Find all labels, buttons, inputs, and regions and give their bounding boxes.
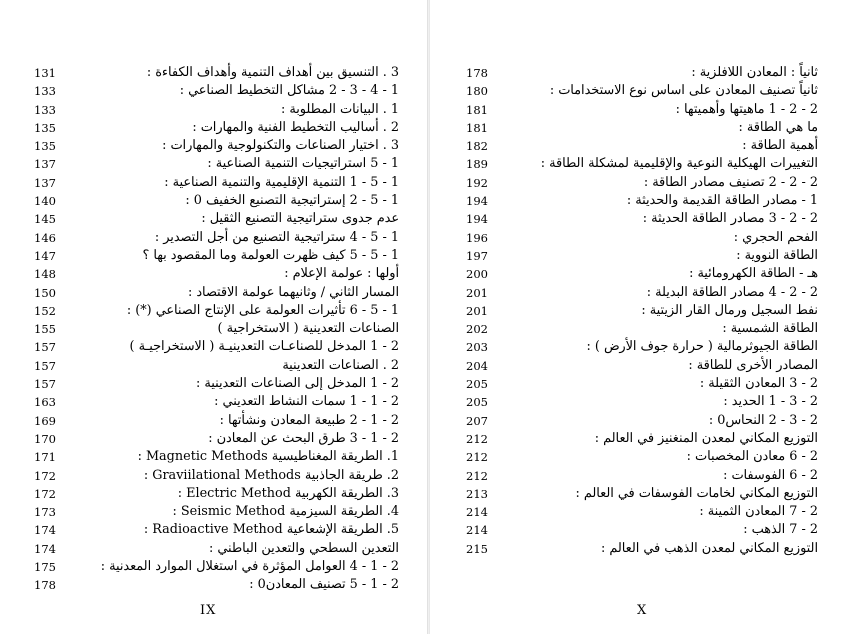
toc-entry bbox=[34, 119, 399, 137]
toc-entry-title: 2 - 1 - 4 العوامل المؤثرة في استغلال الموارد المعدنية : bbox=[100, 559, 399, 575]
toc-page-number: 169 bbox=[34, 413, 56, 428]
toc-page-number: 196 bbox=[466, 230, 488, 245]
toc-page-number: 194 bbox=[466, 194, 488, 209]
toc-page-number: 157 bbox=[34, 340, 56, 355]
toc-page-number: 205 bbox=[466, 377, 488, 392]
toc-entry bbox=[466, 357, 818, 375]
toc-entry-title: التوزيع المكاني لمعدن المنغنيز في العالم : bbox=[594, 430, 818, 446]
toc-entry-title: أهمية الطاقة : bbox=[742, 138, 818, 154]
toc-entry bbox=[466, 155, 818, 173]
toc-page-number: 213 bbox=[466, 486, 488, 501]
toc-entry bbox=[466, 540, 818, 558]
toc-page-number: 214 bbox=[466, 523, 488, 538]
toc-entry bbox=[466, 265, 818, 283]
toc-entry-title: 1 - مصادر الطاقة القديمة والحديثة : bbox=[626, 193, 818, 209]
toc-entry-title: 2 - 6 معادن المخصبات : bbox=[686, 449, 818, 465]
toc-entry-title: 2 - 1 - 3 طرق البحث عن المعادن : bbox=[208, 430, 399, 446]
toc-entry-title: 2 - 2 - 1 ماهيتها وأهميتها : bbox=[675, 101, 818, 117]
toc-entry bbox=[34, 229, 399, 247]
toc-entry bbox=[34, 467, 399, 485]
toc-entry-title: ثانياً : المعادن اللافلزية : bbox=[691, 65, 818, 80]
toc-entry-title: التوزيع المكاني لمعدن الذهب في العالم : bbox=[600, 540, 818, 556]
toc-entry-title: 2 - 2 - 4 مصادر الطاقة البديلة : bbox=[646, 284, 818, 300]
toc-page-number: 163 bbox=[34, 395, 56, 410]
toc-page-number: 197 bbox=[466, 248, 488, 263]
toc-entry bbox=[466, 430, 818, 448]
right-page-folio: X bbox=[637, 603, 648, 618]
toc-entry-title: هـ - الطاقة الكهرومائية : bbox=[689, 266, 818, 282]
toc-entry bbox=[466, 174, 818, 192]
toc-page-number: 133 bbox=[34, 84, 56, 99]
toc-page-number: 140 bbox=[34, 194, 56, 209]
toc-page-number: 203 bbox=[466, 340, 488, 355]
toc-entry bbox=[466, 284, 818, 302]
toc-entry-title: الفحم الحجري : bbox=[733, 229, 818, 245]
toc-entry bbox=[34, 210, 399, 228]
toc-entry-title: 1 - 5 - 6 تأثيرات العولمة على الإنتاج الصناعي (*) : bbox=[126, 302, 399, 318]
toc-entry bbox=[34, 412, 399, 430]
toc-entry bbox=[466, 503, 818, 521]
right-toc-list bbox=[466, 64, 818, 558]
toc-entry-title: 2 - 1 المدخل للصناعـات التعدينيـة ( الاستخراجيـة ) bbox=[129, 339, 399, 355]
toc-entry-title: 3 . اختيار الصناعات والتكنولوجية والمهارات : bbox=[162, 138, 399, 154]
toc-entry-title: 2 - 7 الذهب : bbox=[743, 522, 818, 538]
toc-page-number: 150 bbox=[34, 285, 56, 300]
toc-entry bbox=[466, 82, 818, 100]
toc-entry-title: 5. الطريقة الإشعاعية Radioactive Method : bbox=[143, 522, 399, 538]
toc-entry-title: 1 - 5 - 2 إستراتيجية التصنيع الخفيف 0 : bbox=[185, 193, 399, 209]
toc-entry bbox=[466, 320, 818, 338]
toc-entry bbox=[34, 101, 399, 119]
toc-entry-title: 2. طريقة الجاذبية Graviilational Methods : bbox=[143, 467, 399, 483]
toc-entry-title: 2 - 3 - 2 النحاس0 : bbox=[708, 412, 818, 428]
toc-page-number: 137 bbox=[34, 157, 56, 172]
toc-page-number: 201 bbox=[466, 303, 488, 318]
toc-entry bbox=[34, 357, 399, 375]
toc-page-number: 174 bbox=[34, 523, 56, 538]
toc-entry-title: نفط السجيل ورمال القار الزيتية : bbox=[641, 302, 818, 318]
toc-page-number: 178 bbox=[34, 578, 56, 593]
toc-entry-title: 2 - 6 الفوسفات : bbox=[723, 467, 818, 483]
toc-entry bbox=[466, 485, 818, 503]
toc-entry bbox=[34, 338, 399, 356]
toc-entry bbox=[34, 265, 399, 283]
toc-page-number: 152 bbox=[34, 303, 56, 318]
toc-entry-title: الصناعات التعدينية ( الاستخراجية ) bbox=[217, 321, 399, 337]
toc-entry-title: 1 - 5 - 4 ستراتيجية التصنيع من أجل التصدير : bbox=[154, 229, 399, 245]
toc-page-number: 212 bbox=[466, 468, 488, 483]
toc-entry-title: 2 - 3 - 1 الحديد : bbox=[723, 394, 818, 410]
toc-entry bbox=[34, 320, 399, 338]
toc-page-number: 192 bbox=[466, 175, 488, 190]
toc-entry-title: 1 - 5 استراتيجيات التنمية الصناعية : bbox=[207, 156, 399, 172]
toc-entry-title: الطاقة النووية : bbox=[736, 247, 818, 263]
toc-entry-title: 2 - 1 المدخل إلى الصناعات التعدينية : bbox=[196, 376, 399, 392]
toc-page-number: 157 bbox=[34, 358, 56, 373]
toc-page-number: 174 bbox=[34, 541, 56, 556]
toc-page-number: 182 bbox=[466, 139, 488, 154]
toc-entry bbox=[34, 174, 399, 192]
toc-entry bbox=[34, 192, 399, 210]
left-page bbox=[0, 0, 427, 634]
toc-page-number: 157 bbox=[34, 377, 56, 392]
toc-entry-title: 2 . الصناعات التعدينية bbox=[282, 357, 399, 373]
toc-entry-title: 2 - 1 - 2 طبيعة المعادن ونشأتها : bbox=[219, 412, 399, 428]
toc-entry bbox=[466, 375, 818, 393]
toc-entry-title: 2 - 2 - 2 تصنيف مصادر الطاقة : bbox=[643, 174, 818, 190]
toc-entry bbox=[34, 393, 399, 411]
toc-entry bbox=[466, 412, 818, 430]
toc-entry-title: 2 - 3 المعادن الثقيلة : bbox=[699, 376, 818, 392]
toc-entry bbox=[466, 210, 818, 228]
toc-entry-title: ثانياً تصنيف المعادن على اساس نوع الاستخدامات : bbox=[549, 83, 818, 99]
toc-entry bbox=[34, 155, 399, 173]
toc-entry bbox=[34, 284, 399, 302]
toc-page-number: 202 bbox=[466, 322, 488, 337]
toc-page-number: 215 bbox=[466, 541, 488, 556]
toc-page-number: 147 bbox=[34, 248, 56, 263]
toc-entry bbox=[34, 558, 399, 576]
toc-entry bbox=[466, 101, 818, 119]
toc-entry bbox=[466, 247, 818, 265]
toc-page-number: 180 bbox=[466, 84, 488, 99]
toc-entry bbox=[466, 302, 818, 320]
toc-page-number: 135 bbox=[34, 139, 56, 154]
toc-entry bbox=[34, 503, 399, 521]
toc-entry bbox=[466, 192, 818, 210]
toc-page-number: 178 bbox=[466, 66, 488, 80]
toc-entry-title: المسار الثاني / وثانيهما عولمة الاقتصاد : bbox=[187, 284, 399, 300]
toc-entry bbox=[34, 82, 399, 100]
toc-entry-title: 1 - 5 - 5 كيف ظهرت العولمة وما المقصود بها ؟ bbox=[142, 247, 399, 263]
toc-entry bbox=[34, 302, 399, 320]
toc-entry bbox=[34, 137, 399, 155]
toc-entry-title: المصادر الأخرى للطاقة : bbox=[688, 357, 818, 373]
toc-entry bbox=[466, 448, 818, 466]
toc-entry bbox=[34, 64, 399, 82]
toc-page-number: 172 bbox=[34, 468, 56, 483]
toc-page-number: 181 bbox=[466, 102, 488, 117]
toc-entry bbox=[34, 430, 399, 448]
toc-entry-title: التعدين السطحي والتعدين الباطني : bbox=[208, 540, 399, 556]
toc-page-number: 175 bbox=[34, 560, 56, 575]
toc-entry-title: 2 - 1 - 1 سمات النشاط التعديني : bbox=[214, 394, 399, 410]
toc-entry-title: أولها : عولمة الإعلام : bbox=[284, 266, 399, 282]
toc-page-number: 207 bbox=[466, 413, 488, 428]
toc-page-number: 170 bbox=[34, 431, 56, 446]
toc-entry-title: 1 - 4 - 3 - 2 مشاكل التخطيط الصناعي : bbox=[179, 83, 399, 99]
toc-page-number: 148 bbox=[34, 267, 56, 282]
toc-page-number: 194 bbox=[466, 212, 488, 227]
toc-page-number: 131 bbox=[34, 66, 56, 80]
toc-entry-title: التغييرات الهيكلية النوعية والإقليمية لمشكلة الطاقة : bbox=[540, 156, 818, 172]
toc-entry-title: الطاقة الجيوثرمالية ( حرارة جوف الأرض ) : bbox=[586, 339, 818, 355]
toc-entry-title: التوزيع المكاني لخامات الفوسفات في العالم : bbox=[575, 485, 818, 501]
toc-page-number: 135 bbox=[34, 120, 56, 135]
toc-entry-title: 1 - 5 - 1 التنمية الإقليمية والتنمية الصناعية : bbox=[164, 174, 399, 190]
toc-entry bbox=[466, 137, 818, 155]
toc-entry bbox=[34, 448, 399, 466]
toc-page-number: 205 bbox=[466, 395, 488, 410]
toc-entry bbox=[34, 485, 399, 503]
toc-page-number: 214 bbox=[466, 505, 488, 520]
left-page-folio: IX bbox=[200, 603, 217, 618]
toc-entry bbox=[34, 375, 399, 393]
toc-entry-title: 2 - 7 المعادن الثمينة : bbox=[699, 504, 818, 520]
toc-entry bbox=[466, 393, 818, 411]
toc-entry-title: 2 - 1 - 5 تصنيف المعادن0 : bbox=[249, 577, 399, 593]
toc-entry bbox=[466, 229, 818, 247]
toc-entry-title: 1. الطريقة المغناطيسية Magnetic Methods : bbox=[137, 449, 399, 465]
toc-entry-title: ما هي الطاقة : bbox=[738, 119, 818, 135]
toc-entry bbox=[466, 338, 818, 356]
toc-page-number: 146 bbox=[34, 230, 56, 245]
toc-page-number: 189 bbox=[466, 157, 488, 172]
toc-entry-title: 3 . التنسيق بين أهداف التنمية وأهداف الكفاءة : bbox=[146, 65, 399, 80]
toc-entry bbox=[34, 540, 399, 558]
right-page bbox=[430, 0, 856, 634]
toc-entry-title: 2 - 2 - 3 مصادر الطاقة الحديثة : bbox=[642, 211, 818, 227]
toc-page-number: 181 bbox=[466, 120, 488, 135]
left-toc-list bbox=[34, 64, 399, 595]
toc-entry bbox=[466, 119, 818, 137]
toc-page-number: 173 bbox=[34, 505, 56, 520]
toc-entry-title: عدم جدوى ستراتيجية التصنيع الثقيل : bbox=[201, 211, 399, 227]
toc-entry bbox=[466, 467, 818, 485]
toc-entry bbox=[34, 576, 399, 594]
toc-page-number: 204 bbox=[466, 358, 488, 373]
toc-page-number: 212 bbox=[466, 431, 488, 446]
toc-page-number: 171 bbox=[34, 450, 56, 465]
toc-entry bbox=[34, 247, 399, 265]
toc-entry-title: 4. الطريقة السيزمية Seismic Method : bbox=[172, 504, 399, 520]
toc-entry bbox=[466, 64, 818, 82]
toc-page-number: 137 bbox=[34, 175, 56, 190]
toc-page-number: 133 bbox=[34, 102, 56, 117]
toc-page-number: 201 bbox=[466, 285, 488, 300]
toc-entry bbox=[466, 521, 818, 539]
toc-entry bbox=[34, 521, 399, 539]
toc-page-number: 145 bbox=[34, 212, 56, 227]
toc-page-number: 200 bbox=[466, 267, 488, 282]
toc-page-number: 172 bbox=[34, 486, 56, 501]
toc-entry-title: 2 . أساليب التخطيط الفنية والمهارات : bbox=[192, 119, 399, 135]
toc-entry-title: الطاقة الشمسية : bbox=[722, 321, 818, 337]
toc-page-number: 212 bbox=[466, 450, 488, 465]
toc-page-number: 155 bbox=[34, 322, 56, 337]
toc-entry-title: 1 . البيانات المطلوبة : bbox=[280, 101, 399, 117]
toc-entry-title: 3. الطريقة الكهربية Electric Method : bbox=[177, 485, 399, 501]
